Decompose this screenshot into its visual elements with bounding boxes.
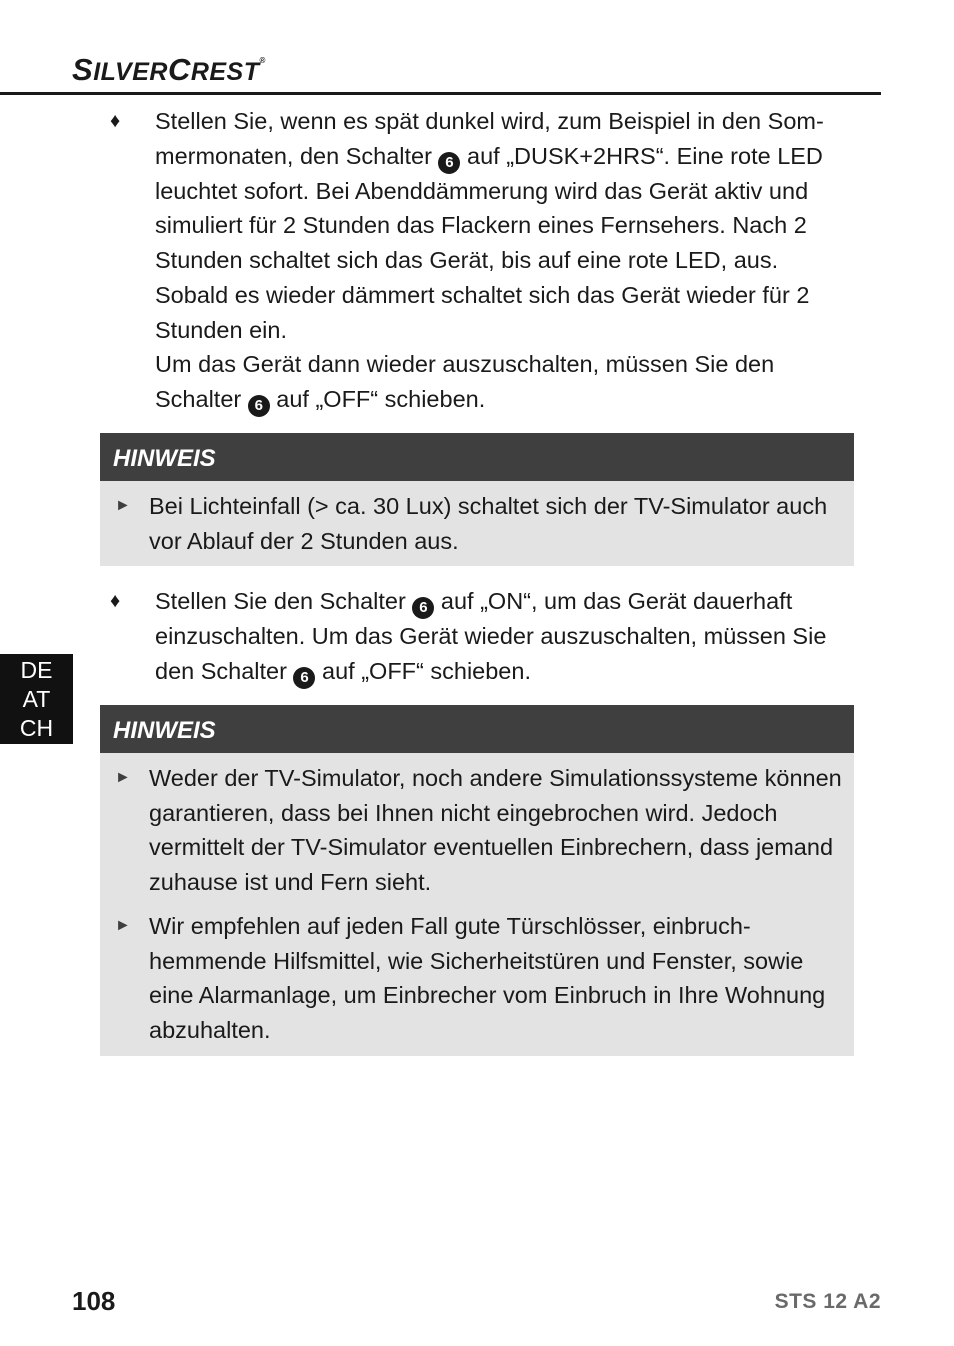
note-text: Weder der TV-Simulator, noch andere Simulationssysteme können garantieren, dass bei Ihnen nicht eingebrochen wird. Jedoch vermittelt der TV-Simulator eventuellen Einbrechern, dass jemand zuhause ist und Fern sieht. [149,765,842,896]
number-6-icon: 6 [438,152,460,174]
language-code: DE [20,657,53,683]
instruction-text: auf „ON“, um das Gerät dauerhaft einzuschalten. Um das Gerät wieder auszuschalten, müssen Sie den Schalter [155,588,827,685]
triangle-bullet-icon: ► [115,496,131,514]
brand-logo [72,52,266,88]
instruction-text: auf „OFF“ schieben. [269,385,486,412]
note-body [100,481,854,566]
note-item [100,761,854,900]
language-code: CH [19,715,54,741]
language-tab [0,654,73,744]
brand-letter: C [167,52,191,87]
instruction-text: auf „DUSK+2HRS“. Eine rote LED leuchtet sofort. Bei Abenddämmerung wird das Gerät aktiv und simuliert für 2 Stunden das Flackern eines Fernsehers. Nach 2 Stunden schaltet sich das Gerät, bis auf eine rote LED, aus. Sobald es wieder dämmert schaltet sich das Gerät wieder für 2 Stunden ein. [155,142,823,343]
triangle-bullet-icon: ► [115,769,131,787]
triangle-bullet-icon: ► [115,916,131,934]
note-title: HINWEIS [100,433,854,481]
page-number: 108 [72,1286,116,1316]
instruction-text: Stellen Sie den Schalter [155,588,413,615]
note-text: Bei Lichteinfall (> ca. 30 Lux) schaltet sich der TV-Simulator auch vor Ablauf der 2 Stunden aus. [149,492,828,554]
number-6-icon: 6 [293,667,315,689]
language-code: AT [22,686,51,712]
header-rule [0,92,881,95]
page-content [100,104,854,1056]
diamond-bullet-icon: ♦ [110,110,121,132]
registered-mark: ® [259,56,266,65]
instruction-item [100,104,854,417]
instruction-text: auf „OFF“ schieben. [315,658,531,685]
diamond-bullet-icon: ♦ [110,590,121,613]
note-body [100,753,854,1056]
note-box [100,433,854,566]
note-box [100,705,854,1056]
brand-part: REST [190,58,260,86]
note-text: Wir empfehlen auf jeden Fall gute Türschlösser, einbruch-hemmende Hilfsmittel, wie Sicherheitstüren und Fenster, sowie eine Alarmanlage, um Einbrecher vom Einbruch in Ihre Wohnung abzuhalten. [149,912,826,1043]
instruction-text: Um das Gerät dann wieder auszuschalten, müssen Sie den Schalter [155,351,775,412]
number-6-icon: 6 [248,395,270,417]
note-item [100,909,854,1048]
brand-letter: S [72,52,94,87]
number-6-icon: 6 [412,597,434,619]
instruction-text: Stellen Sie, wenn es spät dunkel wird, zum Beispiel in den Som-mermonaten, den Schalter [155,108,824,169]
note-item [100,489,854,558]
brand-part: ILVER [93,58,168,86]
model-number: STS 12 A2 [774,1290,881,1313]
instruction-item [100,584,854,689]
note-title: HINWEIS [100,705,854,753]
